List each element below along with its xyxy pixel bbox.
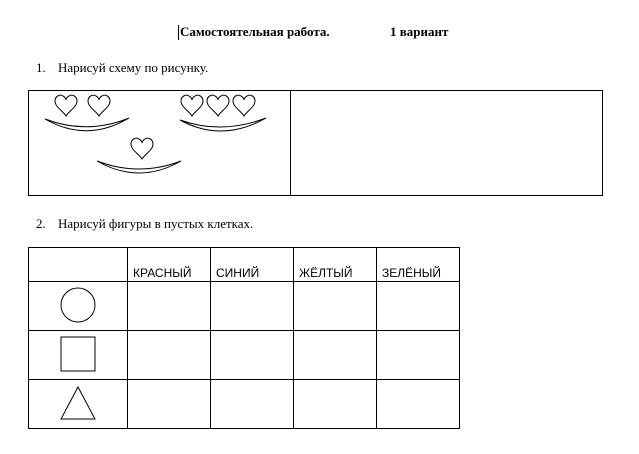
header-cell-green bbox=[377, 248, 460, 282]
empty-cell bbox=[211, 380, 294, 429]
column-label: СИНИЙ bbox=[216, 266, 260, 280]
header-cell-red bbox=[128, 248, 211, 282]
table-row bbox=[29, 331, 460, 380]
square-icon bbox=[58, 334, 98, 374]
column-label: ЖЁЛТЫЙ bbox=[299, 266, 353, 280]
header-cell-yellow bbox=[294, 248, 377, 282]
smile-arc-icon bbox=[45, 118, 129, 131]
page-title: Самостоятельная работа. bbox=[180, 24, 330, 39]
task-2-text: Нарисуй фигуры в пустых клетках. bbox=[58, 216, 254, 231]
empty-cell bbox=[377, 380, 460, 429]
table-row bbox=[29, 282, 460, 331]
empty-cell bbox=[211, 282, 294, 331]
heart-group-3 bbox=[97, 138, 181, 173]
task-2 bbox=[36, 216, 436, 234]
task-1-picture bbox=[29, 91, 290, 195]
header-cell bbox=[29, 248, 128, 282]
shape-cell bbox=[29, 331, 128, 380]
empty-cell bbox=[211, 331, 294, 380]
empty-cell bbox=[377, 331, 460, 380]
header bbox=[0, 24, 639, 44]
heart-group-1 bbox=[45, 95, 129, 131]
task-1-box bbox=[28, 90, 603, 196]
box-divider bbox=[290, 91, 291, 195]
task-2-number: 2. bbox=[36, 216, 46, 231]
heart-icon bbox=[207, 95, 229, 116]
header-cell-blue bbox=[211, 248, 294, 282]
task-1-text: Нарисуй схему по рисунку. bbox=[58, 60, 209, 75]
empty-cell bbox=[294, 380, 377, 429]
heart-icon bbox=[233, 95, 255, 116]
empty-cell bbox=[128, 331, 211, 380]
text-cursor bbox=[178, 25, 179, 40]
empty-cell bbox=[128, 380, 211, 429]
circle-icon bbox=[58, 285, 98, 325]
task-1-number: 1. bbox=[36, 60, 46, 75]
smile-arc-icon bbox=[97, 161, 181, 173]
empty-cell bbox=[294, 331, 377, 380]
triangle-icon bbox=[58, 383, 98, 423]
heart-icon bbox=[88, 95, 110, 116]
heart-icon bbox=[131, 138, 153, 159]
empty-cell bbox=[377, 282, 460, 331]
variant-label: 1 вариант bbox=[390, 24, 449, 39]
empty-cell bbox=[128, 282, 211, 331]
column-label: ЗЕЛЁНЫЙ bbox=[382, 266, 442, 280]
shape-cell bbox=[29, 380, 128, 429]
heart-group-2 bbox=[180, 95, 266, 131]
heart-icon bbox=[181, 95, 203, 116]
table-row bbox=[29, 380, 460, 429]
task-1 bbox=[36, 60, 436, 78]
column-label: КРАСНЫЙ bbox=[133, 266, 192, 280]
heart-icon bbox=[55, 95, 77, 116]
empty-cell bbox=[294, 282, 377, 331]
table-header-row bbox=[29, 248, 460, 282]
shapes-color-table bbox=[28, 247, 460, 429]
smile-arc-icon bbox=[180, 118, 266, 131]
shape-cell bbox=[29, 282, 128, 331]
